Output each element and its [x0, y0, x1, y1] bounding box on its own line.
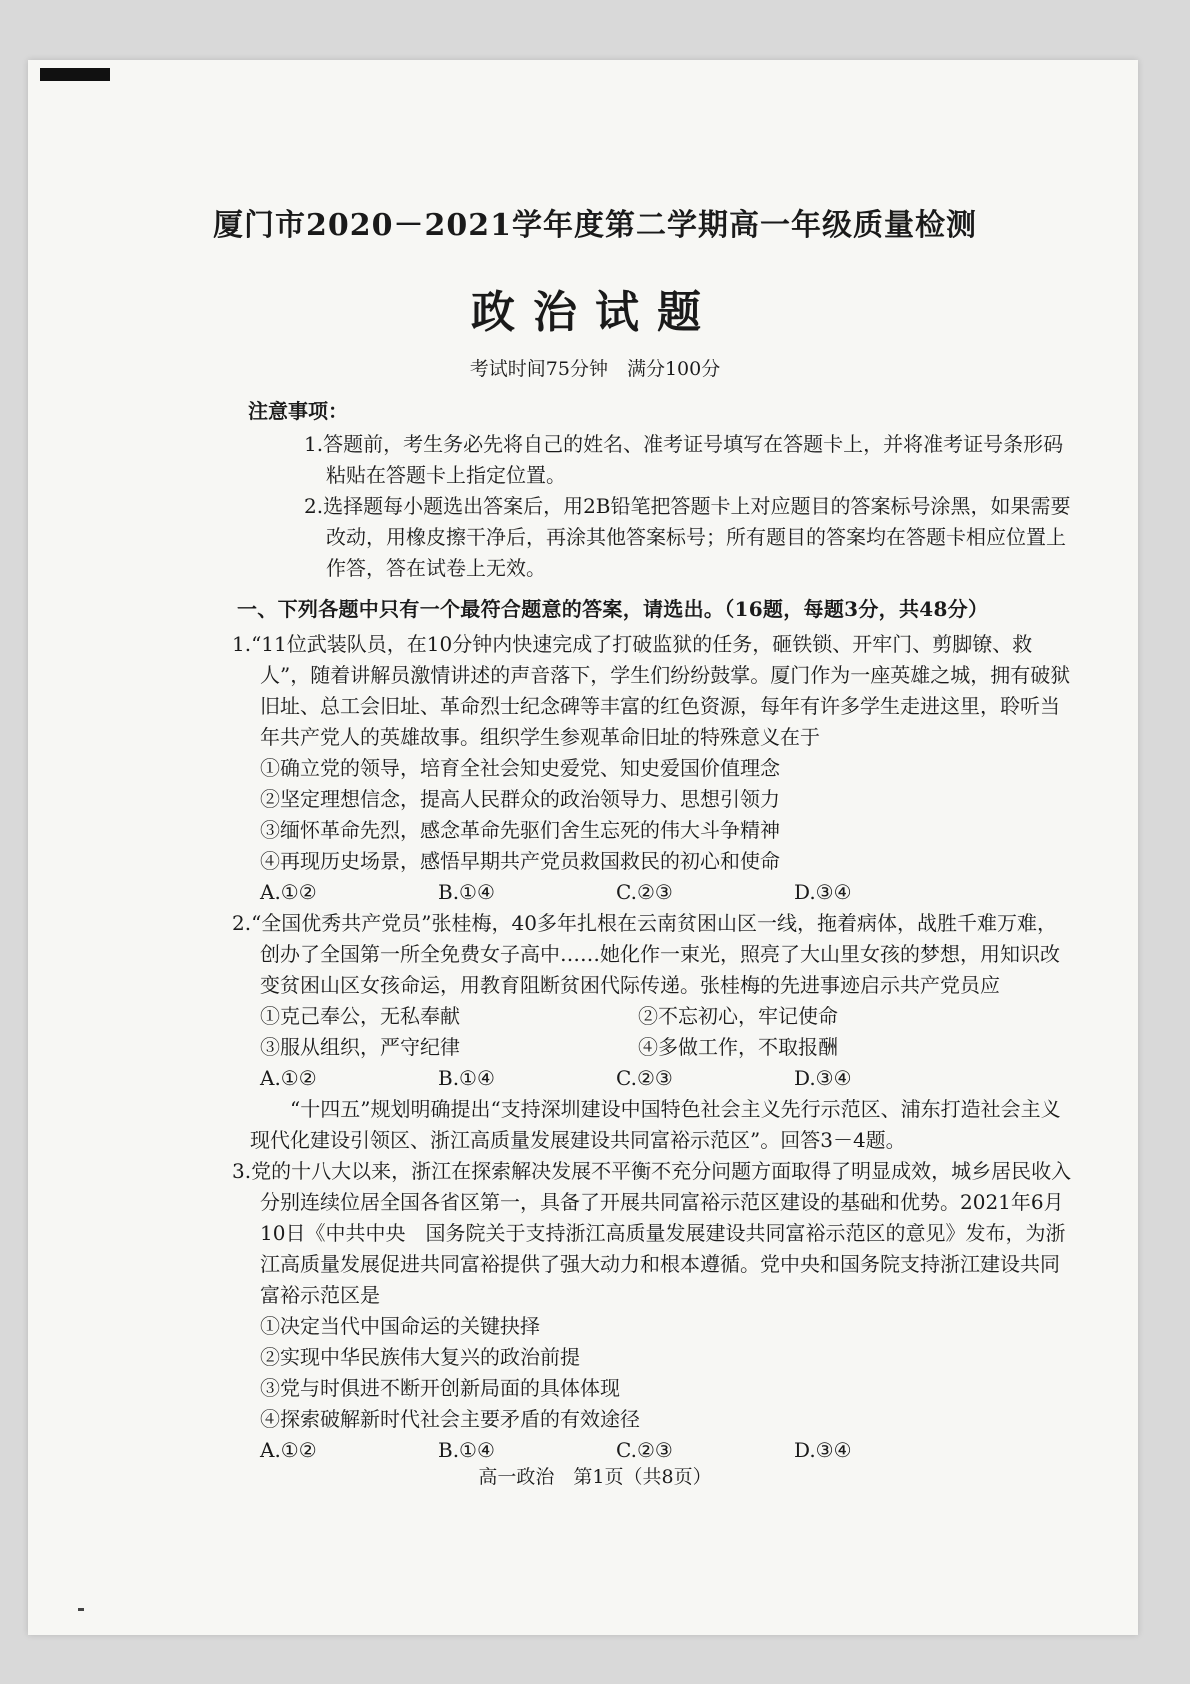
question-stem: 2.“全国优秀共产党员”张桂梅，40多年扎根在云南贫困山区一线，拖着病体，战胜千难万难，创办了全国第一所全免费女子高中……她化作一束光，照亮了大山里女孩的梦想，用知识改变贫困山区女孩命运，用教育阻断贫困代际传递。张桂梅的先进事迹启示共产党员应: [232, 911, 1060, 997]
choice-d: D.③④: [794, 880, 852, 904]
question-option: ④多做工作，不取报酬: [638, 1035, 838, 1059]
question-stem: 1.“11位武装队员，在10分钟内快速完成了打破监狱的任务，砸铁锁、开牢门、剪脚镣、救人”，随着讲解员激情讲述的声音落下，学生们纷纷鼓掌。厦门作为一座英雄之城，拥有破狱旧址、总工会旧址、革命烈士纪念碑等丰富的红色资源，每年有许多学生走进这里，聆听当年共产党人的英雄故事。组织学生参观革命旧址的特殊意义在于: [232, 632, 1071, 749]
question-1: [232, 629, 1072, 908]
question-option: ①确立党的领导，培育全社会知史爱党、知史爱国价值理念: [260, 756, 780, 780]
question-option: ②不忘初心，牢记使命: [638, 1004, 838, 1028]
exam-info: 考试时间75分钟 满分100分: [469, 358, 721, 380]
choice-a: A.①②: [260, 880, 317, 904]
scan-marker: [40, 68, 110, 81]
notice-title: 注意事项：: [248, 399, 348, 423]
reading-passage: “十四五”规划明确提出“支持深圳建设中国特色社会主义先行示范区、浦东打造社会主义现代化建设引领区、浙江高质量发展建设共同富裕示范区”。回答3－4题。: [250, 1097, 1061, 1152]
answer-choices: [242, 1063, 1072, 1094]
choice-b: B.①④: [438, 880, 495, 904]
question-stem: 3.党的十八大以来，浙江在探索解决发展不平衡不充分问题方面取得了明显成效，城乡居民收入分别连续位居全国各省区第一，具备了开展共同富裕示范区建设的基础和优势。2021年6月10日《中共中央 国务院关于支持浙江高质量发展建设共同富裕示范区的意见》发布，为浙江高质量发展促进共同富裕提供了强大动力和根本遵循。党中央和国务院支持浙江建设共同富裕示范区是: [232, 1159, 1072, 1307]
question-option: ③服从组织，严守纪律: [260, 1035, 460, 1059]
question-2: [232, 908, 1072, 1094]
choice-c: C.②③: [616, 1066, 673, 1090]
question-3: [232, 1156, 1072, 1466]
question-option: ④探索破解新时代社会主要矛盾的有效途径: [260, 1407, 640, 1431]
exam-content: [232, 396, 1072, 1466]
subject-title: 政治试题: [471, 287, 719, 338]
notice-item: 1.答题前，考生务必先将自己的姓名、准考证号填写在答题卡上，并将准考证号条形码粘贴在答题卡上指定位置。: [304, 432, 1064, 487]
choice-c: C.②③: [616, 880, 673, 904]
choice-a: A.①②: [260, 1438, 317, 1462]
exam-title: 厦门市2020－2021学年度第二学期高一年级质量检测: [213, 208, 977, 243]
page-footer: 高一政治 第1页（共8页）: [478, 1466, 712, 1488]
question-option: ②实现中华民族伟大复兴的政治前提: [260, 1345, 580, 1369]
question-option: ②坚定理想信念，提高人民群众的政治领导力、思想引领力: [260, 787, 780, 811]
question-option: ③缅怀革命先烈，感念革命先驱们舍生忘死的伟大斗争精神: [260, 818, 780, 842]
notice-item: 2.选择题每小题选出答案后，用2B铅笔把答题卡上对应题目的答案标号涂黑，如果需要改动，用橡皮擦干净后，再涂其他答案标号；所有题目的答案均在答题卡相应位置上作答，答在试卷上无效。: [304, 494, 1071, 580]
question-option: ④再现历史场景，感悟早期共产党员救国救民的初心和使命: [260, 849, 780, 873]
choice-a: A.①②: [260, 1066, 317, 1090]
choice-b: B.①④: [438, 1438, 495, 1462]
choice-b: B.①④: [438, 1066, 495, 1090]
section-title: 一、下列各题中只有一个最符合题意的答案，请选出。（16题，每题3分，共48分）: [237, 597, 989, 621]
choice-d: D.③④: [794, 1066, 852, 1090]
choice-c: C.②③: [616, 1438, 673, 1462]
option-row: [242, 1032, 1072, 1063]
scan-speck: [78, 1608, 84, 1611]
answer-choices: [242, 877, 1072, 908]
choice-d: D.③④: [794, 1438, 852, 1462]
option-row: [242, 1001, 1072, 1032]
question-option: ①克己奉公，无私奉献: [260, 1004, 460, 1028]
question-option: ③党与时俱进不断开创新局面的具体体现: [260, 1376, 620, 1400]
question-option: ①决定当代中国命运的关键抉择: [260, 1314, 540, 1338]
